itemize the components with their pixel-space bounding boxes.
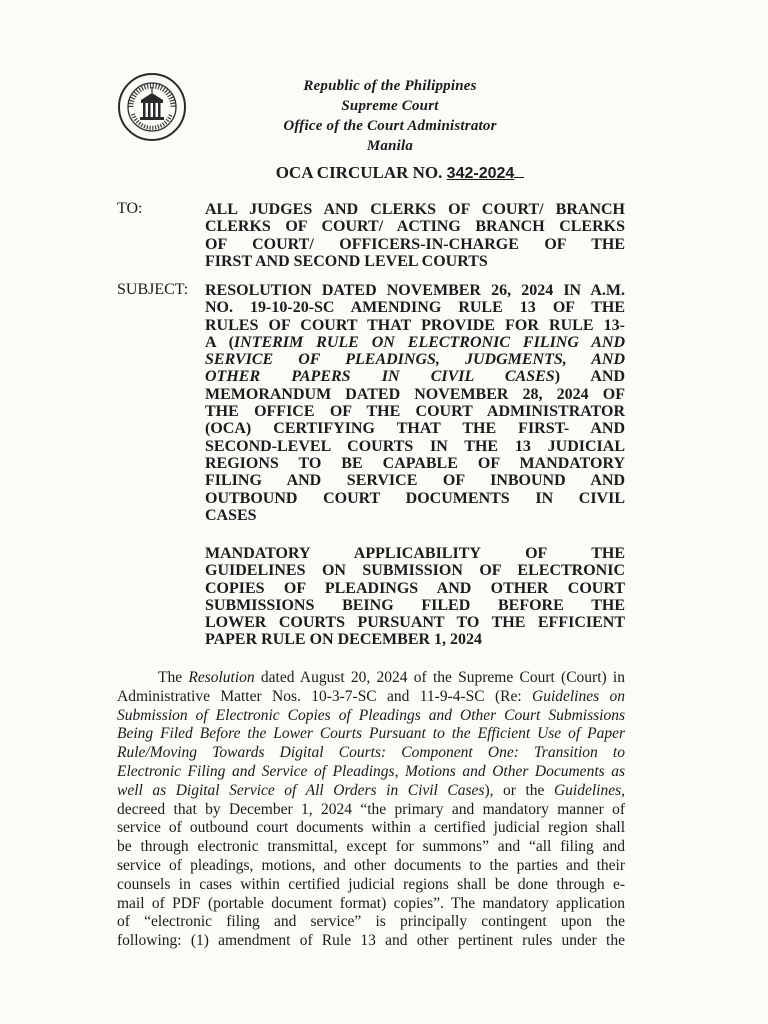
to-line: CLERKS OF COURT/ ACTING BRANCH CLERKS: [205, 218, 625, 236]
subject-line: MANDATORY APPLICABILITY OF THE: [205, 545, 625, 562]
subject-line: COPIES OF PLEADINGS AND OTHER COURT: [205, 579, 625, 597]
body-line: be through electronic transmittal, except for summons” and “all filing and: [117, 838, 625, 856]
to-line: ALL JUDGES AND CLERKS OF COURT/ BRANCH: [205, 201, 625, 218]
subject-label: SUBJECT:: [117, 281, 189, 298]
subject-line: A (INTERIM RULE ON ELECTRONIC FILING AND: [205, 333, 625, 351]
circular-prefix: OCA CIRCULAR NO.: [275, 163, 443, 182]
circular-number: 342-2024: [446, 165, 515, 182]
circular-title: [230, 163, 570, 183]
body-line: well as Digital Service of All Orders in Civil Cases), or the Guidelines,: [117, 781, 625, 799]
subject-line: GUIDELINES ON SUBMISSION OF ELECTRONIC: [205, 562, 625, 580]
subject-block-2: [205, 545, 625, 649]
subject-line: CASES: [205, 506, 257, 524]
circular-number-underline: [514, 163, 524, 178]
subject-line: OTHER PAPERS IN CIVIL CASES) AND: [205, 368, 625, 386]
subject-line: SUBMISSIONS BEING FILED BEFORE THE: [205, 596, 625, 614]
header-city: Manila: [366, 138, 414, 154]
to-line: FIRST AND SECOND LEVEL COURTS: [205, 252, 488, 270]
body-line: mail of PDF (portable document format) copies”. The mandatory application: [117, 894, 625, 912]
subject-line: (OCA) CERTIFYING THAT THE FIRST- AND: [205, 420, 625, 438]
subject-line: FILING AND SERVICE OF INBOUND AND: [205, 472, 625, 490]
body-line: The Resolution dated August 20, 2024 of the Supreme Court (Court) in: [158, 669, 625, 686]
header-republic: Republic of the Philippines: [303, 78, 477, 94]
subject-line: RULES OF COURT THAT PROVIDE FOR RULE 13-: [205, 316, 625, 334]
body-line: service of pleadings, motions, and other documents to the parties and their: [117, 856, 625, 874]
body-line: counsels in cases within certified judicial regions shall be done through e-: [117, 875, 625, 893]
subject-line: OUTBOUND COURT DOCUMENTS IN CIVIL: [205, 489, 625, 507]
body-line: service of outbound court documents within a certified judicial region shall: [117, 819, 625, 837]
body-paragraph: [117, 669, 625, 951]
body-line: Administrative Matter Nos. 10-3-7-SC and 11-9-4-SC (Re: Guidelines on: [117, 687, 626, 705]
subject-line: THE OFFICE OF THE COURT ADMINISTRATOR: [205, 403, 625, 421]
body-line: following: (1) amendment of Rule 13 and other pertinent rules under the: [117, 932, 625, 950]
letterhead: [200, 76, 580, 156]
subject-line: PAPER RULE ON DECEMBER 1, 2024: [205, 631, 483, 649]
subject-line: SECOND-LEVEL COURTS IN THE 13 JUDICIAL: [205, 437, 625, 455]
body-line: Rule/Moving Towards Digital Courts: Component One: Transition to: [117, 744, 625, 762]
subject-block: [205, 282, 625, 524]
header-office: Office of the Court Administrator: [283, 118, 497, 134]
subject-line: REGIONS TO BE CAPABLE OF MANDATORY: [205, 454, 625, 472]
subject-line: LOWER COURTS PURSUANT TO THE EFFICIENT: [205, 614, 625, 632]
to-label: TO:: [117, 200, 143, 217]
body-line: decreed that by December 1, 2024 “the primary and mandatory manner of: [117, 800, 625, 818]
to-block: [205, 201, 625, 270]
body-line: of “electronic filing and service” is principally contingent upon the: [117, 913, 625, 931]
body-line: Being Filed Before the Lower Courts Pursuant to the Efficient Use of Paper: [117, 725, 625, 743]
subject-line: RESOLUTION DATED NOVEMBER 26, 2024 IN A.M.: [205, 282, 625, 299]
supreme-court-seal-icon: [117, 72, 187, 142]
subject-line: MEMORANDUM DATED NOVEMBER 28, 2024 OF: [205, 385, 625, 403]
header-supreme-court: Supreme Court: [341, 98, 439, 114]
body-line: Submission of Electronic Copies of Pleadings and Other Court Submissions: [117, 706, 625, 724]
subject-line: SERVICE OF PLEADINGS, JUDGMENTS, AND: [205, 351, 625, 369]
body-line: Electronic Filing and Service of Pleadings, Motions and Other Documents as: [117, 762, 625, 780]
to-line: OF COURT/ OFFICERS-IN-CHARGE OF THE: [205, 235, 625, 253]
subject-line: NO. 19-10-20-SC AMENDING RULE 13 OF THE: [205, 299, 625, 317]
